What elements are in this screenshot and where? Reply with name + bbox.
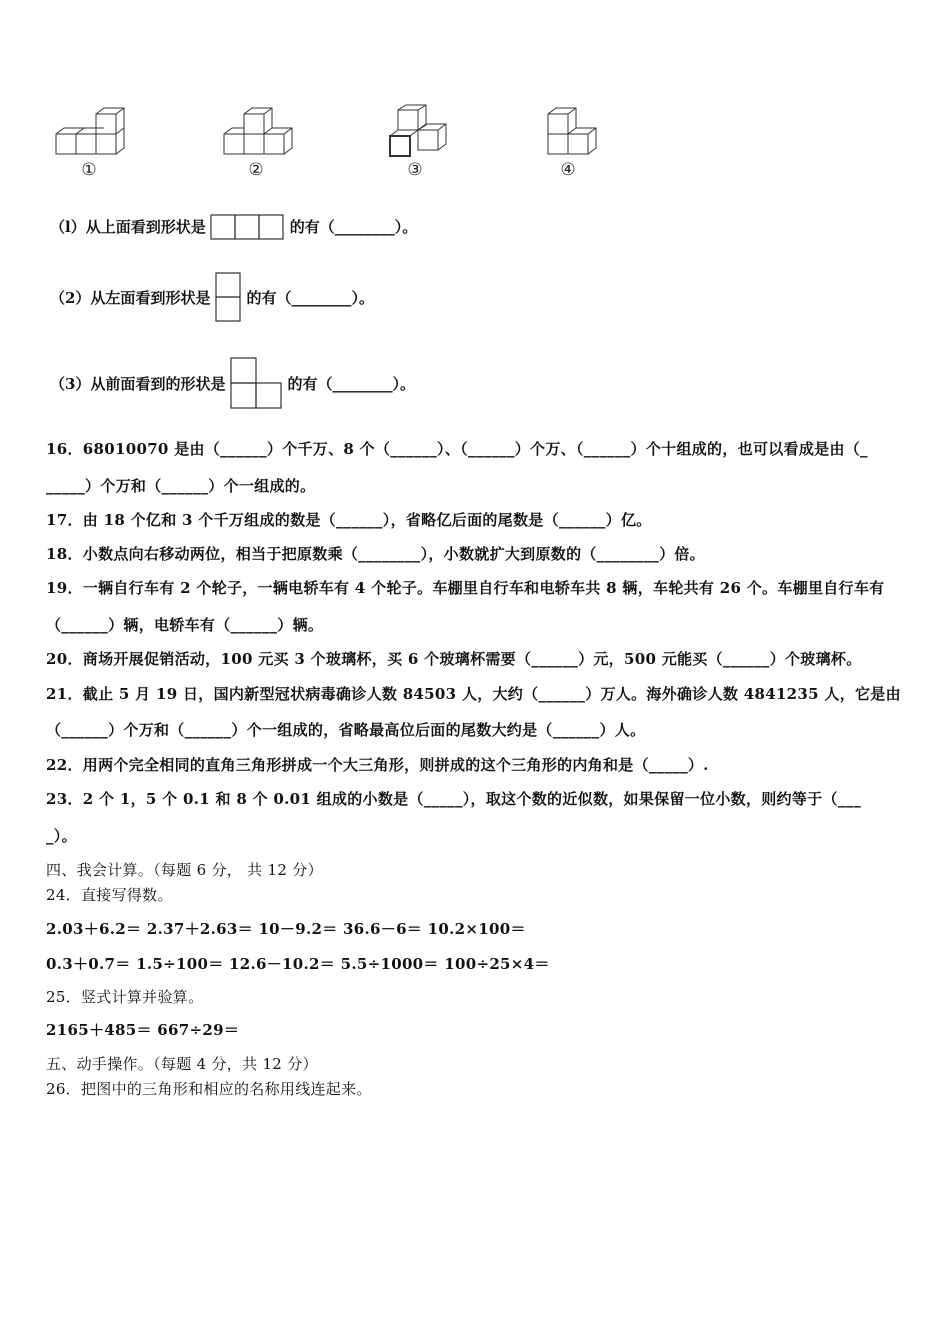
cube-figure-4-drawing xyxy=(546,104,602,158)
figure-4 xyxy=(546,104,602,162)
q21-line-1: 21．截止 5 月 19 日，国内新型冠状病毒确诊人数 84503 人，大约（______）万人。海外确诊人数 4841235 人，它是由 xyxy=(46,685,901,703)
q19-line-1: 19．一辆自行车有 2 个轮子，一辆电轿车有 4 个轮子。车棚里自行车和电轿车共 8 辆，车轮共有 26 个。车棚里自行车有 xyxy=(46,579,885,597)
q24-row-2: 0.3＋0.7＝ 1.5÷100＝ 12.6－10.2＝ 5.5÷1000＝ 100÷25×4＝ xyxy=(46,955,550,973)
figure-2 xyxy=(222,104,296,162)
q20: 20．商场开展促销活动，100 元买 3 个玻璃杯，买 6 个玻璃杯需要（______）元，500 元能买（______）个玻璃杯。 xyxy=(46,650,862,668)
figure-1 xyxy=(54,104,128,162)
q24-title: 24．直接写得数。 xyxy=(46,886,173,904)
q19-line-2: （______）辆，电轿车有（______）辆。 xyxy=(46,616,324,634)
q25-row: 2165＋485＝ 667÷29＝ xyxy=(46,1021,240,1039)
view-question-front-prefix: （3）从前面看到的形状是 xyxy=(50,374,226,393)
q17: 17．由 18 个亿和 3 个千万组成的数是（______），省略亿后面的尾数是（______）亿。 xyxy=(46,511,652,529)
q25-title: 25．竖式计算并验算。 xyxy=(46,988,204,1006)
view-question-left-prefix: （2）从左面看到形状是 xyxy=(50,288,211,307)
cube-figure-2-drawing xyxy=(222,104,296,158)
q18: 18．小数点向右移动两位，相当于把原数乘（________），小数就扩大到原数的（________）倍。 xyxy=(46,545,705,563)
q24-row-1: 2.03＋6.2＝ 2.37＋2.63＝ 10－9.2＝ 36.6－6＝ 10.2×100＝ xyxy=(46,920,526,938)
view-question-front-suffix: 的有（________）。 xyxy=(287,374,415,393)
q16-line-1: 16．68010070 是由（______）个千万、8 个（______）、（______）个万、（______）个十组成的，也可以看成是由（_ xyxy=(46,440,868,458)
q22: 22．用两个完全相同的直角三角形拼成一个大三角形，则拼成的这个三角形的内角和是（_____）. xyxy=(46,756,709,774)
figure-1-label: ① xyxy=(81,160,97,180)
left-view-shape xyxy=(214,271,242,323)
figure-2-label: ② xyxy=(248,160,264,180)
q21-line-2: （______）个万和（______）个一组成的，省略最高位后面的尾数大约是（______）人。 xyxy=(46,721,646,739)
top-view-shape xyxy=(210,212,286,240)
q23-line-1: 23．2 个 1，5 个 0.1 和 8 个 0.01 组成的小数是（_____），取这个数的近似数，如果保留一位小数，则约等于（___ xyxy=(46,790,862,808)
q16-line-2: _____）个万和（______）个一组成的。 xyxy=(46,477,316,495)
view-question-top xyxy=(50,212,417,240)
section-5-heading: 五、动手操作。（每题 4 分，共 12 分） xyxy=(46,1055,318,1073)
view-question-left xyxy=(50,271,374,323)
view-question-top-prefix: （l）从上面看到形状是 xyxy=(50,217,206,236)
figure-3-label: ③ xyxy=(407,160,423,180)
view-question-front xyxy=(50,356,415,410)
cube-figure-3-drawing xyxy=(388,104,452,160)
q26-title: 26．把图中的三角形和相应的名称用线连起来。 xyxy=(46,1080,372,1098)
figure-3 xyxy=(388,104,452,164)
view-question-left-suffix: 的有（________）。 xyxy=(246,288,374,307)
q23-line-2: _）。 xyxy=(46,827,77,845)
cube-figure-1-drawing xyxy=(54,104,128,158)
figure-4-label: ④ xyxy=(560,160,576,180)
front-view-shape xyxy=(229,356,283,410)
view-question-top-suffix: 的有（________）。 xyxy=(289,217,418,236)
section-4-heading: 四、我会计算。（每题 6 分， 共 12 分） xyxy=(46,861,323,879)
